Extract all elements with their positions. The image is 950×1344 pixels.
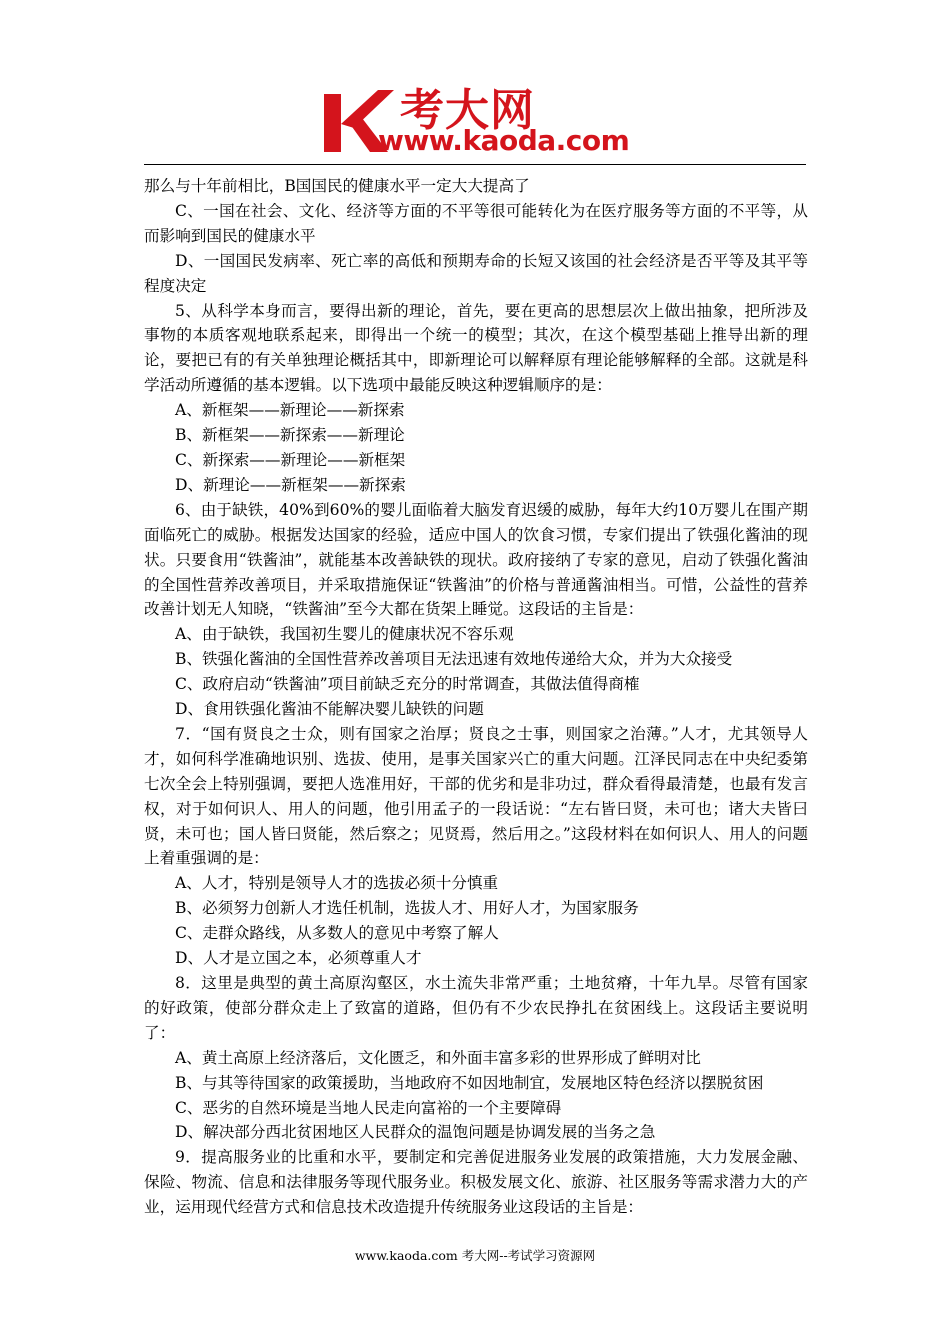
- paragraph: 8．这里是典型的黄土高原沟壑区，水土流失非常严重；土地贫瘠，十年九旱。尽管有国家的好政策，使部分群众走上了致富的道路，但仍有不少农民挣扎在贫困线上。这段话主要说明了：: [144, 974, 808, 1042]
- paragraph: C、恶劣的自然环境是当地人民走向富裕的一个主要障碍: [175, 1098, 562, 1117]
- logo-url: www.kaoda.com: [378, 124, 630, 157]
- header-rule: [144, 164, 806, 165]
- paragraph: B、必须努力创新人才选任机制，选拔人才、用好人才，为国家服务: [175, 899, 639, 918]
- paragraph: A、新框架——新理论——新探索: [175, 401, 405, 420]
- paragraph: C、政府启动“铁酱油”项目前缺乏充分的时常调查，其做法值得商榷: [175, 675, 640, 694]
- paragraph: 那么与十年前相比，B国国民的健康水平一定大大提高了: [144, 177, 530, 195]
- paragraph: 5、从科学本身而言，要得出新的理论，首先，要在更高的思想层次上做出抽象，把所涉及事物的本质客观地联系起来，即得出一个统一的模型；其次，在这个模型基础上推导出新的理论，要把已有的有关单独理论概括其中，即新理论可以解释原有理论能够解释的全部。这就是科学活动所遵循的基本逻辑。以下选项中最能反映这种逻辑顺序的是：: [144, 301, 808, 395]
- paragraph: D、食用铁强化酱油不能解决婴儿缺铁的问题: [175, 700, 484, 719]
- paragraph: A、由于缺铁，我国初生婴儿的健康状况不容乐观: [175, 625, 514, 644]
- paragraph: D、一国国民发病率、死亡率的高低和预期寿命的长短又该国的社会经济是否平等及其平等程度决定: [144, 251, 808, 295]
- paragraph: B、与其等待国家的政策援助，当地政府不如因地制宜，发展地区特色经济以摆脱贫困: [175, 1073, 764, 1092]
- paragraph: 6、由于缺铁，40%到60%的婴儿面临着大脑发育迟缓的威胁，每年大约10万婴儿在围产期面临死亡的威胁。根据发达国家的经验，适应中国人的饮食习惯，专家们提出了铁强化酱油的现状。只要食用“铁酱油”，就能基本改善缺铁的现状。政府接纳了专家的意见，启动了铁强化酱油的全国性营养改善项目，并采取措施保证“铁酱油”的价格与普通酱油相当。可惜，公益性的营养改善计划无人知晓，“铁酱油”至今大都在货架上睡觉。这段话的主旨是：: [144, 500, 808, 619]
- paragraph: B、新框架——新探索——新理论: [175, 426, 405, 445]
- document-body: [144, 174, 808, 1220]
- paragraph: D、新理论——新框架——新探索: [175, 475, 406, 494]
- paragraph: A、人才，特别是领导人才的选拔必须十分慎重: [175, 874, 499, 893]
- logo-chinese-name: 考大网: [400, 85, 535, 136]
- paragraph: D、人才是立国之本，必须尊重人才: [175, 949, 422, 968]
- paragraph: C、新探索——新理论——新框架: [175, 450, 406, 469]
- paragraph: C、走群众路线，从多数人的意见中考察了解人: [175, 924, 499, 943]
- paragraph: 9．提高服务业的比重和水平，要制定和完善促进服务业发展的政策措施，大力发展金融、保险、物流、信息和法律服务等现代服务业。积极发展文化、旅游、社区服务等需求潜力大的产业，运用现代经营方式和信息技术改造提升传统服务业这段话的主旨是：: [144, 1148, 808, 1217]
- paragraph: C、一国在社会、文化、经济等方面的不平等很可能转化为在医疗服务等方面的不平等，从而影响到国民的健康水平: [144, 201, 808, 245]
- kaoda-logo: [318, 78, 638, 160]
- paragraph: A、黄土高原上经济落后，文化匮乏，和外面丰富多彩的世界形成了鲜明对比: [175, 1048, 701, 1067]
- page-footer: www.kaoda.com 考大网--考试学习资源网: [354, 1248, 596, 1263]
- paragraph: D、解决部分西北贫困地区人民群众的温饱问题是协调发展的当务之急: [175, 1123, 656, 1142]
- paragraph: B、铁强化酱油的全国性营养改善项目无法迅速有效地传递给大众，并为大众接受: [175, 650, 733, 669]
- paragraph: 7．“国有贤良之士众，则有国家之治厚；贤良之士事，则国家之治薄。”人才，尤其领导人才，如何科学准确地识别、选拔、使用，是事关国家兴亡的重大问题。江泽民同志在中央纪委第七次全会上特别强调，要把人选准用好，干部的优劣和是非功过，群众看得最清楚，也最有发言权，对于如何识人、用人的问题，他引用孟子的一段话说：“左右皆曰贤，未可也；诸大夫皆曰贤，未可也；国人皆曰贤能，然后察之；见贤焉，然后用之。”这段材料在如何识人、用人的问题上着重强调的是：: [144, 724, 808, 868]
